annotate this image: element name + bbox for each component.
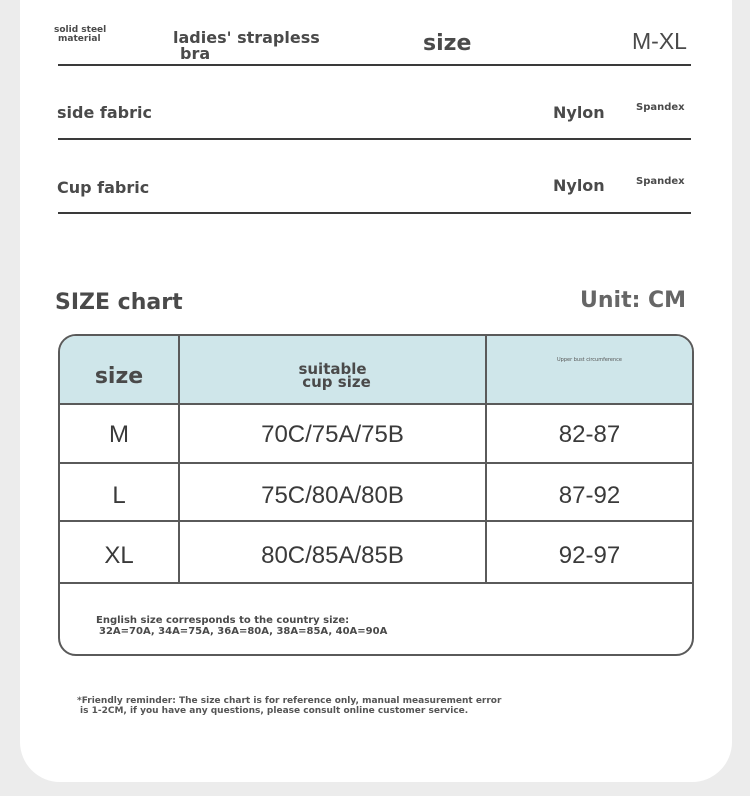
row-l-cup: 75C/80A/80B <box>261 482 404 509</box>
row-m-cup: 70C/75A/75B <box>261 421 404 448</box>
row-divider <box>60 520 692 522</box>
side-fabric-spandex: Spandex <box>636 102 685 113</box>
header-cup-size: suitable cup size <box>298 360 371 391</box>
row-m-bust: 82-87 <box>558 421 621 448</box>
row-l-bust: 87-92 <box>558 482 621 509</box>
divider <box>58 64 691 66</box>
row-m-size: M <box>109 421 129 448</box>
cup-fabric-label: Cup fabric <box>57 178 150 197</box>
side-fabric-label: side fabric <box>57 103 152 122</box>
row-xl-size: XL <box>104 542 134 569</box>
side-fabric-nylon: Nylon <box>553 103 605 122</box>
row-xl-cup: 80C/85A/85B <box>261 542 404 569</box>
friendly-reminder: *Friendly reminder: The size chart is for reference only, manual measurement error is 1-2CM, if you have any questions, please consult online customer service. <box>77 696 502 716</box>
product-name: ladies' strapless bra <box>173 28 320 63</box>
size-chart-title: SIZE chart <box>55 290 183 315</box>
cup-fabric-nylon: Nylon <box>553 176 605 195</box>
divider <box>58 212 691 214</box>
size-table <box>58 334 694 656</box>
size-value: M-XL <box>632 28 687 54</box>
header-size: size <box>94 364 144 389</box>
material-label: solid steel material <box>54 25 107 44</box>
size-label: size <box>423 31 472 56</box>
unit-label: Unit: CM <box>580 288 687 313</box>
divider <box>58 138 691 140</box>
row-l-size: L <box>112 482 126 509</box>
row-divider <box>60 582 692 584</box>
header-bust: Upper bust circumference <box>557 357 622 363</box>
size-note: English size corresponds to the country size: 32A=70A, 34A=75A, 36A=80A, 38A=85A, 40A=90A <box>96 615 388 637</box>
row-xl-bust: 92-97 <box>558 542 621 569</box>
row-divider <box>60 462 692 464</box>
header-divider <box>60 403 692 405</box>
cup-fabric-spandex: Spandex <box>636 176 685 187</box>
